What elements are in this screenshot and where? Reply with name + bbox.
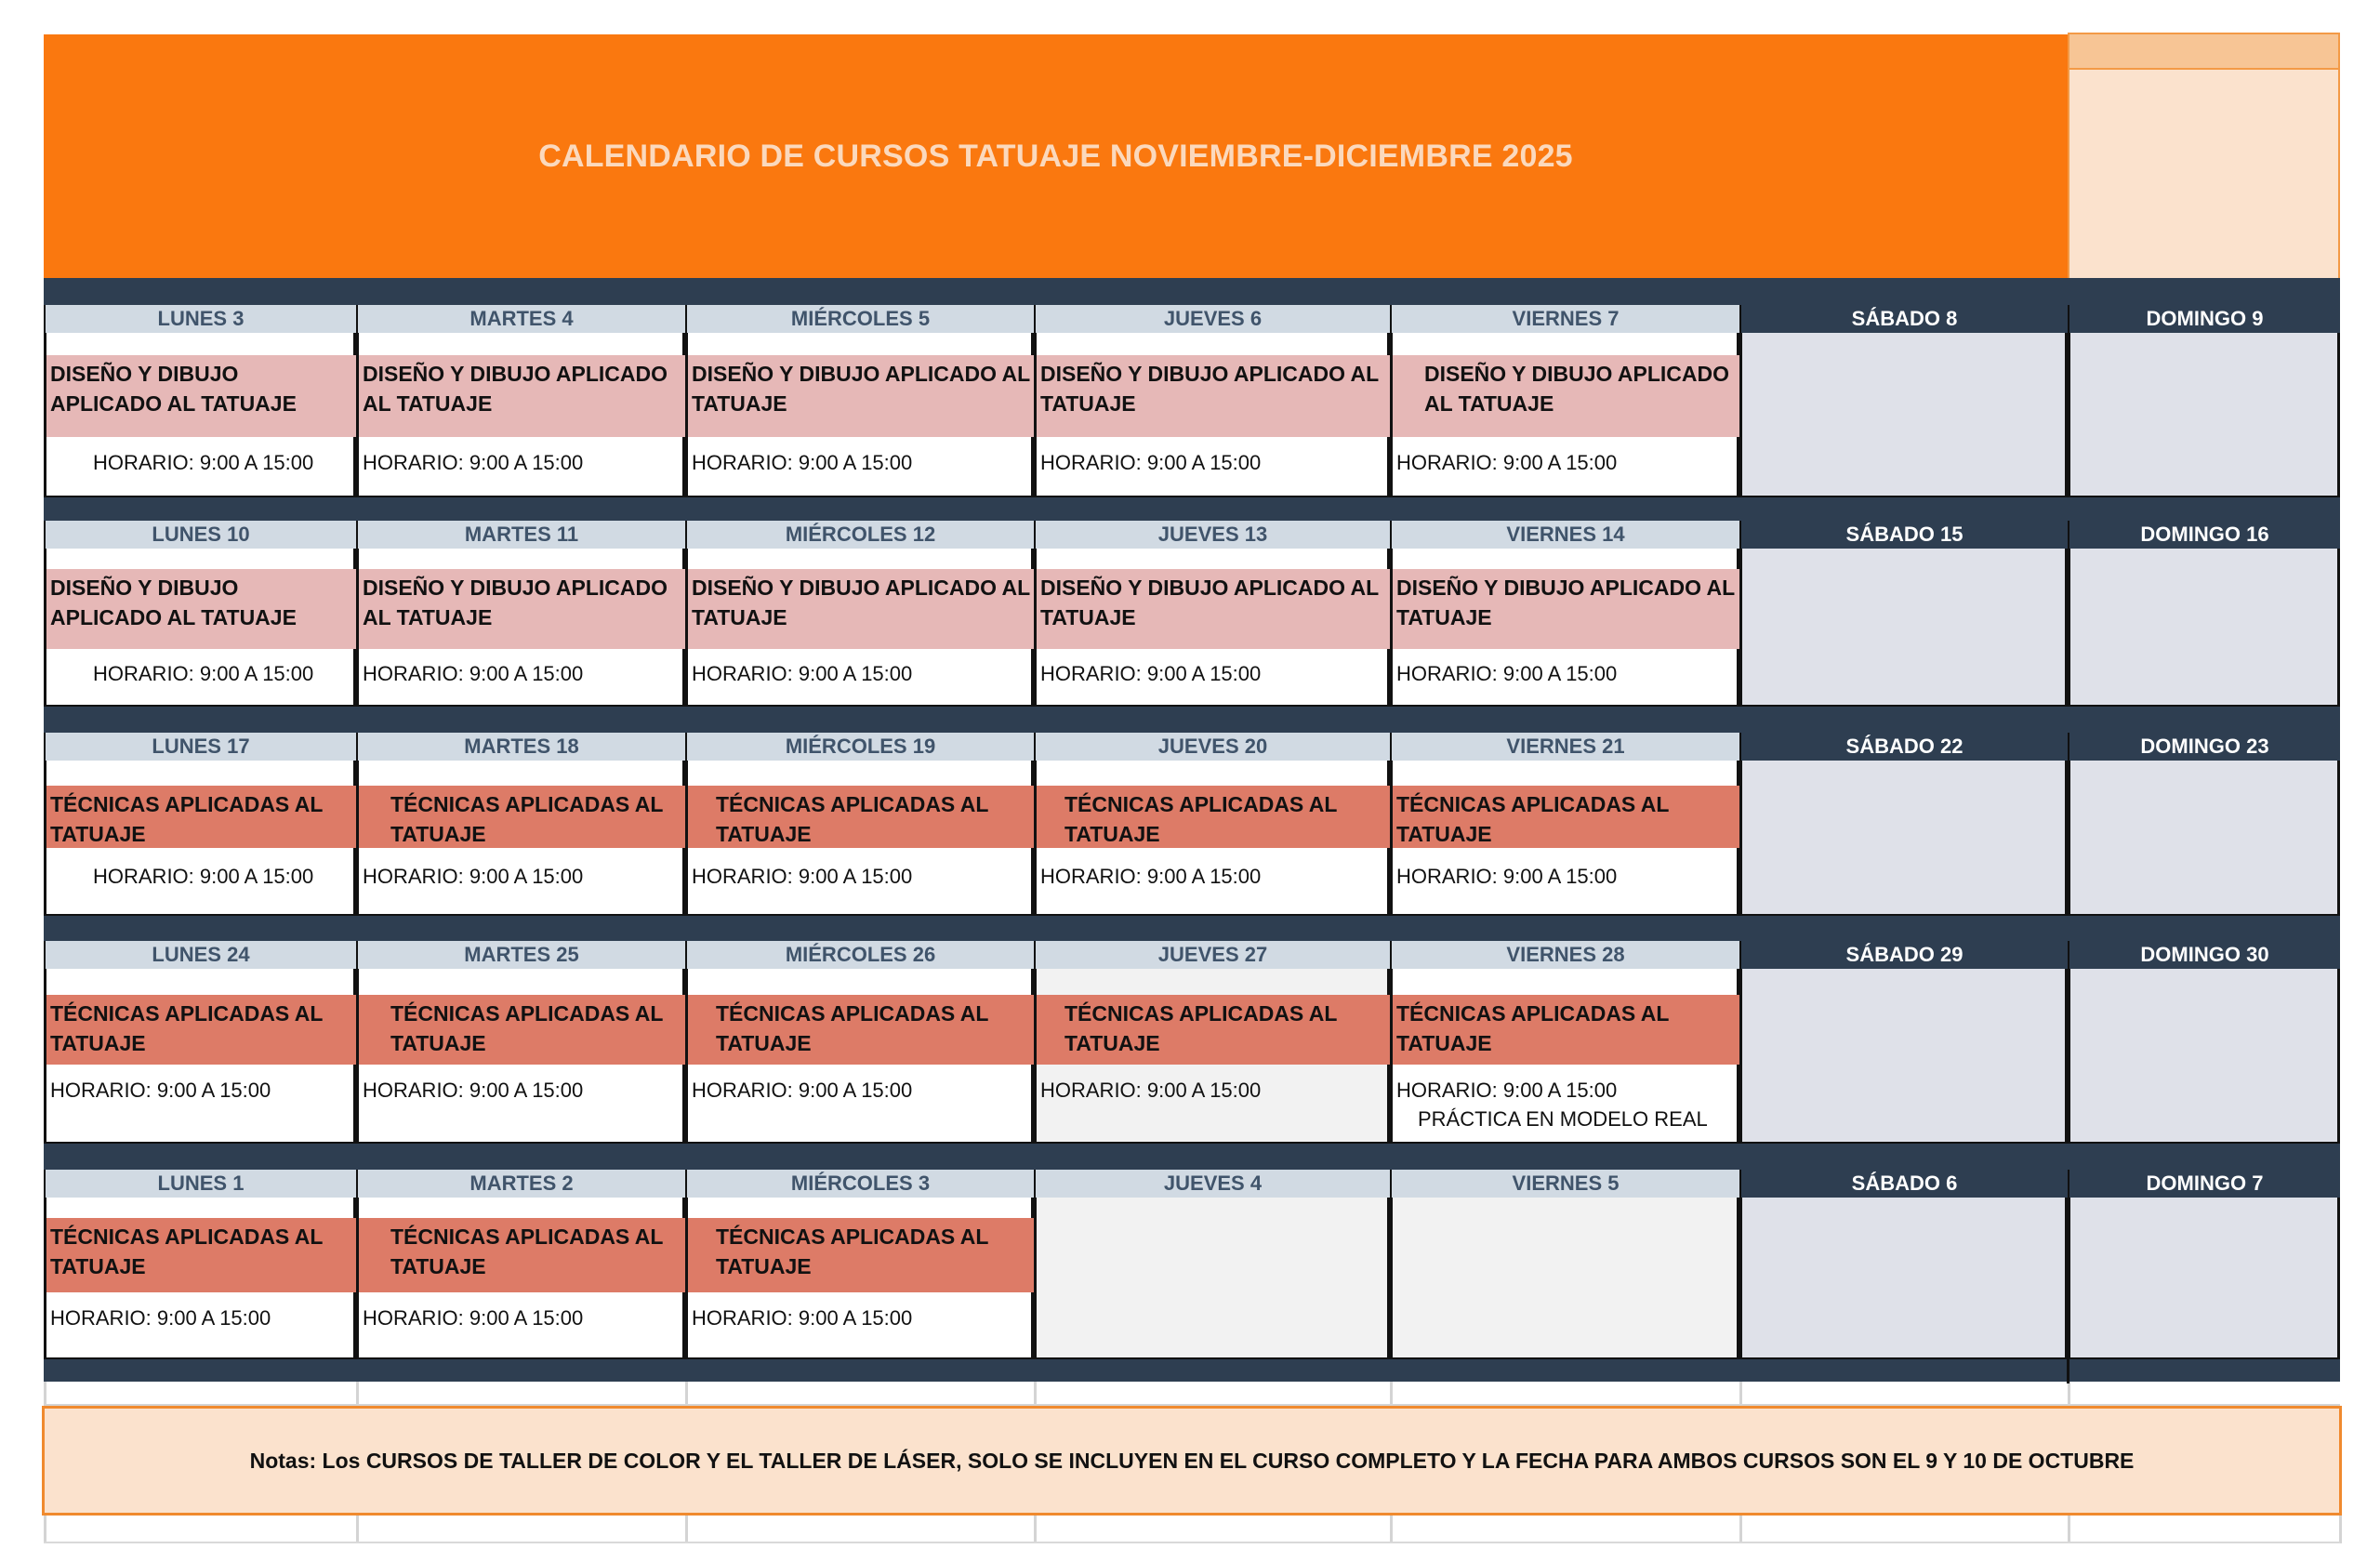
- notes-box: [42, 1406, 2342, 1516]
- weekend-cell: [2068, 549, 2340, 707]
- schedule-text: HORARIO: 9:00 A 15:00: [93, 451, 314, 474]
- day-header-jueves: JUEVES 20: [1034, 733, 1390, 761]
- course-name: TÉCNICAS APLICADAS AL TATUAJE: [1396, 1001, 1670, 1055]
- schedule-text: HORARIO: 9:00 A 15:00: [1396, 1079, 1618, 1102]
- day-header-sabado: SÁBADO 6: [1739, 1170, 2068, 1198]
- day-header-martes: MARTES 4: [356, 305, 685, 333]
- day-header-domingo: DOMINGO 16: [2068, 521, 2340, 549]
- week-separator-band: [44, 1144, 2340, 1170]
- course-name: DISEÑO Y DIBUJO APLICADO AL TATUAJE: [1040, 362, 1379, 416]
- schedule-text: HORARIO: 9:00 A 15:00: [1040, 865, 1262, 888]
- course-name: TÉCNICAS APLICADAS AL TATUAJE: [716, 1001, 989, 1055]
- grid-stub: [1390, 1516, 1393, 1543]
- course-name: DISEÑO Y DIBUJO APLICADO AL TATUAJE: [363, 362, 668, 416]
- grid-stub: [685, 1516, 688, 1543]
- schedule-text: HORARIO: 9:00 A 15:00: [363, 1079, 584, 1102]
- blank-row: [44, 1382, 2340, 1406]
- day-header-jueves: JUEVES 13: [1034, 521, 1390, 549]
- day-header-lunes: LUNES 17: [44, 733, 356, 761]
- schedule-text: HORARIO: 9:00 A 15:00: [1396, 451, 1618, 474]
- empty-day-cell: [1390, 1198, 1739, 1359]
- grid-stub: [356, 1382, 359, 1406]
- day-header-viernes: VIERNES 5: [1390, 1170, 1739, 1198]
- weekend-cell: [2068, 761, 2340, 916]
- schedule-text: HORARIO: 9:00 A 15:00: [93, 865, 314, 888]
- day-header-jueves: JUEVES 27: [1034, 941, 1390, 969]
- grid-stub: [44, 1382, 46, 1406]
- week-separator-band: [44, 278, 2340, 305]
- bottom-rule: [44, 1542, 2340, 1543]
- course-name: DISEÑO Y DIBUJO APLICADO AL TATUAJE: [1396, 576, 1735, 629]
- week-separator-band: [44, 497, 2340, 521]
- course-name: DISEÑO Y DIBUJO APLICADO AL TATUAJE: [1424, 362, 1730, 416]
- course-name: TÉCNICAS APLICADAS AL TATUAJE: [50, 1224, 324, 1278]
- course-name: DISEÑO Y DIBUJO APLICADO AL TATUAJE: [50, 362, 297, 416]
- day-header-viernes: VIERNES 14: [1390, 521, 1739, 549]
- day-header-miercoles: MIÉRCOLES 26: [685, 941, 1034, 969]
- schedule-text: HORARIO: 9:00 A 15:00: [692, 1306, 913, 1330]
- weekend-cell: [1739, 549, 2068, 707]
- grid-stub: [1390, 1382, 1393, 1406]
- schedule-text: HORARIO: 9:00 A 15:00: [1040, 451, 1262, 474]
- day-header-domingo: DOMINGO 23: [2068, 733, 2340, 761]
- course-name: DISEÑO Y DIBUJO APLICADO AL TATUAJE: [50, 576, 297, 629]
- day-header-miercoles: MIÉRCOLES 19: [685, 733, 1034, 761]
- day-header-viernes: VIERNES 7: [1390, 305, 1739, 333]
- weekend-cell: [1739, 333, 2068, 497]
- schedule-text: HORARIO: 9:00 A 15:00: [93, 662, 314, 685]
- day-header-domingo: DOMINGO 9: [2068, 305, 2340, 333]
- schedule-text: HORARIO: 9:00 A 15:00: [692, 865, 913, 888]
- schedule-text: HORARIO: 9:00 A 15:00: [363, 1306, 584, 1330]
- day-header-martes: MARTES 11: [356, 521, 685, 549]
- notes-text: Notas: Los CURSOS DE TALLER DE COLOR Y EL TALLER DE LÁSER, SOLO SE INCLUYEN EN EL CURSO COMPLETO Y LA FECHA PARA AMBOS CURSOS SON EL 9 Y 10 DE OCTUBRE: [249, 1448, 2135, 1473]
- day-header-lunes: LUNES 1: [44, 1170, 356, 1198]
- grid-stub: [2068, 1382, 2070, 1406]
- grid-stub: [685, 1382, 688, 1406]
- grid-stub: [2068, 1516, 2070, 1543]
- day-header-sabado: SÁBADO 8: [1739, 305, 2068, 333]
- week-separator-band: [44, 916, 2340, 941]
- course-name: TÉCNICAS APLICADAS AL TATUAJE: [716, 792, 989, 846]
- day-header-domingo: DOMINGO 30: [2068, 941, 2340, 969]
- schedule-text: HORARIO: 9:00 A 15:00: [692, 1079, 913, 1102]
- weekend-cell: [2068, 1198, 2340, 1359]
- course-name: DISEÑO Y DIBUJO APLICADO AL TATUAJE: [692, 362, 1030, 416]
- practice-note: PRÁCTICA EN MODELO REAL: [1418, 1107, 1708, 1131]
- grid-stub: [356, 1516, 359, 1543]
- course-name: DISEÑO Y DIBUJO APLICADO AL TATUAJE: [1040, 576, 1379, 629]
- course-name: DISEÑO Y DIBUJO APLICADO AL TATUAJE: [363, 576, 668, 629]
- grid-stub: [44, 1516, 46, 1543]
- course-name: TÉCNICAS APLICADAS AL TATUAJE: [390, 1001, 664, 1055]
- schedule-text: HORARIO: 9:00 A 15:00: [692, 662, 913, 685]
- course-name: TÉCNICAS APLICADAS AL TATUAJE: [1064, 1001, 1338, 1055]
- grid-stub: [2339, 1516, 2342, 1543]
- schedule-text: HORARIO: 9:00 A 15:00: [50, 1306, 271, 1330]
- day-header-martes: MARTES 18: [356, 733, 685, 761]
- weekend-cell: [1739, 969, 2068, 1144]
- weekend-cell: [2068, 333, 2340, 497]
- course-name: TÉCNICAS APLICADAS AL TATUAJE: [50, 792, 324, 846]
- grid-stub: [1739, 1516, 1742, 1543]
- course-name: TÉCNICAS APLICADAS AL TATUAJE: [716, 1224, 989, 1278]
- schedule-text: HORARIO: 9:00 A 15:00: [50, 1079, 271, 1102]
- domingo-divider: [2067, 1359, 2069, 1383]
- grid-stub: [1739, 1382, 1742, 1406]
- weekend-cell: [1739, 1198, 2068, 1359]
- course-name: TÉCNICAS APLICADAS AL TATUAJE: [390, 1224, 664, 1278]
- course-name: DISEÑO Y DIBUJO APLICADO AL TATUAJE: [692, 576, 1030, 629]
- day-header-sabado: SÁBADO 29: [1739, 941, 2068, 969]
- schedule-text: HORARIO: 9:00 A 15:00: [363, 662, 584, 685]
- day-header-martes: MARTES 25: [356, 941, 685, 969]
- course-name: TÉCNICAS APLICADAS AL TATUAJE: [1396, 792, 1670, 846]
- course-name: TÉCNICAS APLICADAS AL TATUAJE: [390, 792, 664, 846]
- weekend-cell: [1739, 761, 2068, 916]
- weekend-cell: [2068, 969, 2340, 1144]
- day-header-domingo: DOMINGO 7: [2068, 1170, 2340, 1198]
- day-header-miercoles: MIÉRCOLES 12: [685, 521, 1034, 549]
- corner-header-cell: [2068, 33, 2340, 70]
- day-header-sabado: SÁBADO 15: [1739, 521, 2068, 549]
- schedule-text: HORARIO: 9:00 A 15:00: [1040, 1079, 1262, 1102]
- day-header-lunes: LUNES 24: [44, 941, 356, 969]
- day-header-miercoles: MIÉRCOLES 5: [685, 305, 1034, 333]
- day-header-viernes: VIERNES 21: [1390, 733, 1739, 761]
- course-name: TÉCNICAS APLICADAS AL TATUAJE: [50, 1001, 324, 1055]
- grid-stub: [1034, 1382, 1037, 1406]
- day-header-lunes: LUNES 10: [44, 521, 356, 549]
- page-title: CALENDARIO DE CURSOS TATUAJE NOVIEMBRE-DICIEMBRE 2025: [538, 138, 1573, 174]
- title-banner: [44, 34, 2068, 278]
- schedule-text: HORARIO: 9:00 A 15:00: [1040, 662, 1262, 685]
- grid-stub: [1034, 1516, 1037, 1543]
- day-header-jueves: JUEVES 4: [1034, 1170, 1390, 1198]
- week-separator-band: [44, 707, 2340, 733]
- schedule-text: HORARIO: 9:00 A 15:00: [1396, 662, 1618, 685]
- day-header-martes: MARTES 2: [356, 1170, 685, 1198]
- schedule-text: HORARIO: 9:00 A 15:00: [692, 451, 913, 474]
- corner-cell: [2068, 70, 2340, 278]
- empty-day-cell: [1034, 1198, 1390, 1359]
- day-header-lunes: LUNES 3: [44, 305, 356, 333]
- closing-band: [44, 1359, 2340, 1382]
- day-header-viernes: VIERNES 28: [1390, 941, 1739, 969]
- day-header-miercoles: MIÉRCOLES 3: [685, 1170, 1034, 1198]
- schedule-text: HORARIO: 9:00 A 15:00: [363, 865, 584, 888]
- day-header-jueves: JUEVES 6: [1034, 305, 1390, 333]
- course-name: TÉCNICAS APLICADAS AL TATUAJE: [1064, 792, 1338, 846]
- schedule-text: HORARIO: 9:00 A 15:00: [1396, 865, 1618, 888]
- schedule-text: HORARIO: 9:00 A 15:00: [363, 451, 584, 474]
- day-header-sabado: SÁBADO 22: [1739, 733, 2068, 761]
